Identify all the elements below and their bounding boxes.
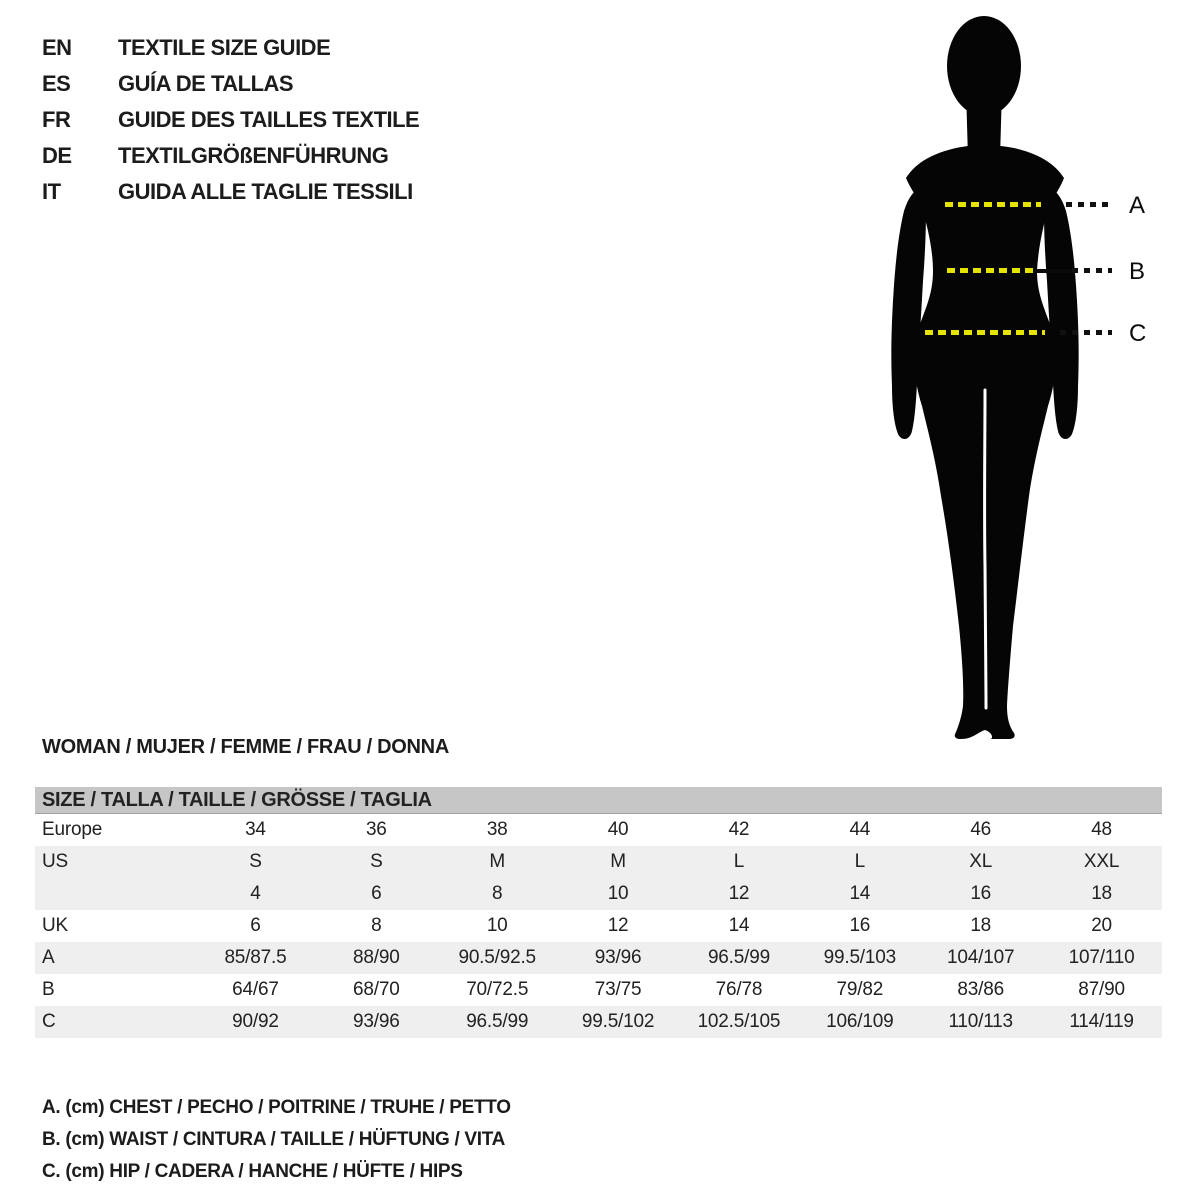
table-row-us-numeric (35, 878, 1162, 910)
size-cell: 18 (1091, 883, 1112, 904)
size-cell: 93/96 (353, 1011, 400, 1032)
language-title: GUIDE DES TAILLES TEXTILE (118, 107, 420, 132)
size-cell: 10 (486, 915, 508, 936)
waist-dash-line (947, 268, 1035, 273)
chest-dotted-connector (1066, 202, 1112, 207)
table-row-us (35, 846, 1162, 878)
language-row-de (42, 138, 419, 174)
language-row-en (42, 30, 419, 66)
size-cell: 48 (1091, 819, 1112, 840)
size-cell: 40 (607, 819, 629, 840)
language-title: TEXTILE SIZE GUIDE (118, 35, 331, 60)
size-cell: XL (969, 851, 993, 872)
size-cell: 34 (245, 819, 266, 840)
size-row-label (35, 878, 195, 910)
size-cell: 36 (365, 819, 387, 840)
hip-dash-line (925, 330, 1045, 335)
size-cell: 96.5/99 (707, 947, 770, 968)
table-row-chest (35, 942, 1162, 974)
size-cell: 104/107 (947, 947, 1015, 968)
chest-dash-line (945, 202, 1041, 207)
size-cell: 20 (1091, 915, 1112, 936)
size-cell: 90/92 (232, 1011, 279, 1032)
size-cell: 70/72.5 (466, 979, 529, 1000)
size-cell: 64/67 (232, 979, 279, 1000)
size-cell: 87/90 (1078, 979, 1125, 1000)
language-code: IT (42, 179, 61, 204)
size-cell: S (249, 851, 262, 872)
hip-dotted-connector (1060, 330, 1112, 335)
table-row-europe (35, 814, 1162, 846)
language-code: ES (42, 71, 71, 96)
size-row-label: UK (42, 915, 68, 936)
language-list (42, 30, 419, 210)
size-cell: 102.5/105 (697, 1011, 781, 1032)
size-cell: 85/87.5 (224, 947, 287, 968)
woman-silhouette (882, 6, 1094, 746)
language-title: GUÍA DE TALLAS (118, 71, 294, 96)
legend-chest: A. (cm) CHEST / PECHO / POITRINE / TRUHE / PETTO (42, 1097, 511, 1118)
chest-measure-label: A (1129, 192, 1146, 219)
size-cell: 10 (607, 883, 629, 904)
table-row-uk (35, 910, 1162, 942)
language-row-fr (42, 102, 419, 138)
size-cell: 16 (970, 883, 992, 904)
language-row-it (42, 174, 419, 210)
size-cell: 114/119 (1069, 1011, 1134, 1032)
size-cell: 46 (970, 819, 992, 840)
size-cell: 14 (849, 883, 871, 904)
size-cell: XXL (1083, 851, 1120, 872)
size-cell: 14 (728, 915, 750, 936)
size-row-label: A (42, 947, 55, 968)
size-cell: 16 (849, 915, 871, 936)
size-cell: 73/75 (594, 979, 642, 1000)
language-code: DE (42, 143, 72, 168)
size-cell: L (854, 851, 865, 872)
woman-silhouette-graphic (882, 6, 1094, 746)
size-cell: 99.5/103 (823, 947, 896, 968)
size-row-label: C (42, 1011, 56, 1032)
size-cell: M (610, 851, 626, 872)
section-title: WOMAN / MUJER / FEMME / FRAU / DONNA (42, 736, 449, 758)
waist-line-bridge (1034, 269, 1074, 273)
size-cell: 76/78 (715, 979, 763, 1000)
size-cell: 90.5/92.5 (458, 947, 536, 968)
legend-hip: C. (cm) HIP / CADERA / HANCHE / HÜFTE / HIPS (42, 1161, 463, 1182)
size-cell: M (489, 851, 505, 872)
size-row-label: B (42, 979, 55, 1000)
language-code: FR (42, 107, 71, 132)
size-cell: 6 (371, 883, 382, 904)
size-cell: 44 (849, 819, 871, 840)
hip-measure-label: C (1129, 320, 1147, 347)
size-cell: 83/86 (957, 979, 1004, 1000)
size-cell: 8 (371, 915, 382, 936)
size-cell: 107/110 (1068, 947, 1135, 968)
size-cell: S (370, 851, 383, 872)
waist-dotted-connector (1072, 268, 1112, 273)
size-cell: 99.5/102 (581, 1011, 655, 1032)
size-cell: 12 (607, 915, 629, 936)
size-table (35, 787, 1162, 1038)
language-code: EN (42, 35, 72, 60)
table-row-hip (35, 1006, 1162, 1038)
size-cell: 6 (250, 915, 261, 936)
size-cell: 42 (728, 819, 750, 840)
size-row-label: Europe (42, 819, 103, 840)
size-cell: 18 (970, 915, 992, 936)
size-cell: 88/90 (353, 947, 400, 968)
size-cell: 79/82 (836, 979, 884, 1000)
language-title: GUIDA ALLE TAGLIE TESSILI (118, 179, 413, 204)
language-title: TEXTILGRÖßENFÜHRUNG (118, 143, 389, 168)
size-row-label: US (42, 851, 68, 872)
size-cell: 106/109 (826, 1011, 894, 1032)
size-cell: 68/70 (353, 979, 400, 1000)
table-row-waist (35, 974, 1162, 1006)
size-table-grid (35, 814, 1162, 1038)
size-cell: 4 (250, 883, 261, 904)
size-cell: 12 (728, 883, 750, 904)
size-cell: 110/113 (948, 1011, 1013, 1032)
size-table-header: SIZE / TALLA / TAILLE / GRÖSSE / TAGLIA (35, 787, 1162, 814)
waist-measure-label: B (1129, 258, 1146, 285)
language-row-es (42, 66, 419, 102)
legend-waist: B. (cm) WAIST / CINTURA / TAILLE / HÜFTUNG / VITA (42, 1129, 506, 1150)
size-cell: 96.5/99 (466, 1011, 529, 1032)
size-cell: L (733, 851, 745, 872)
size-cell: 8 (492, 883, 503, 904)
size-cell: 93/96 (594, 947, 642, 968)
size-cell: 38 (486, 819, 508, 840)
measure-legend (42, 1092, 511, 1188)
